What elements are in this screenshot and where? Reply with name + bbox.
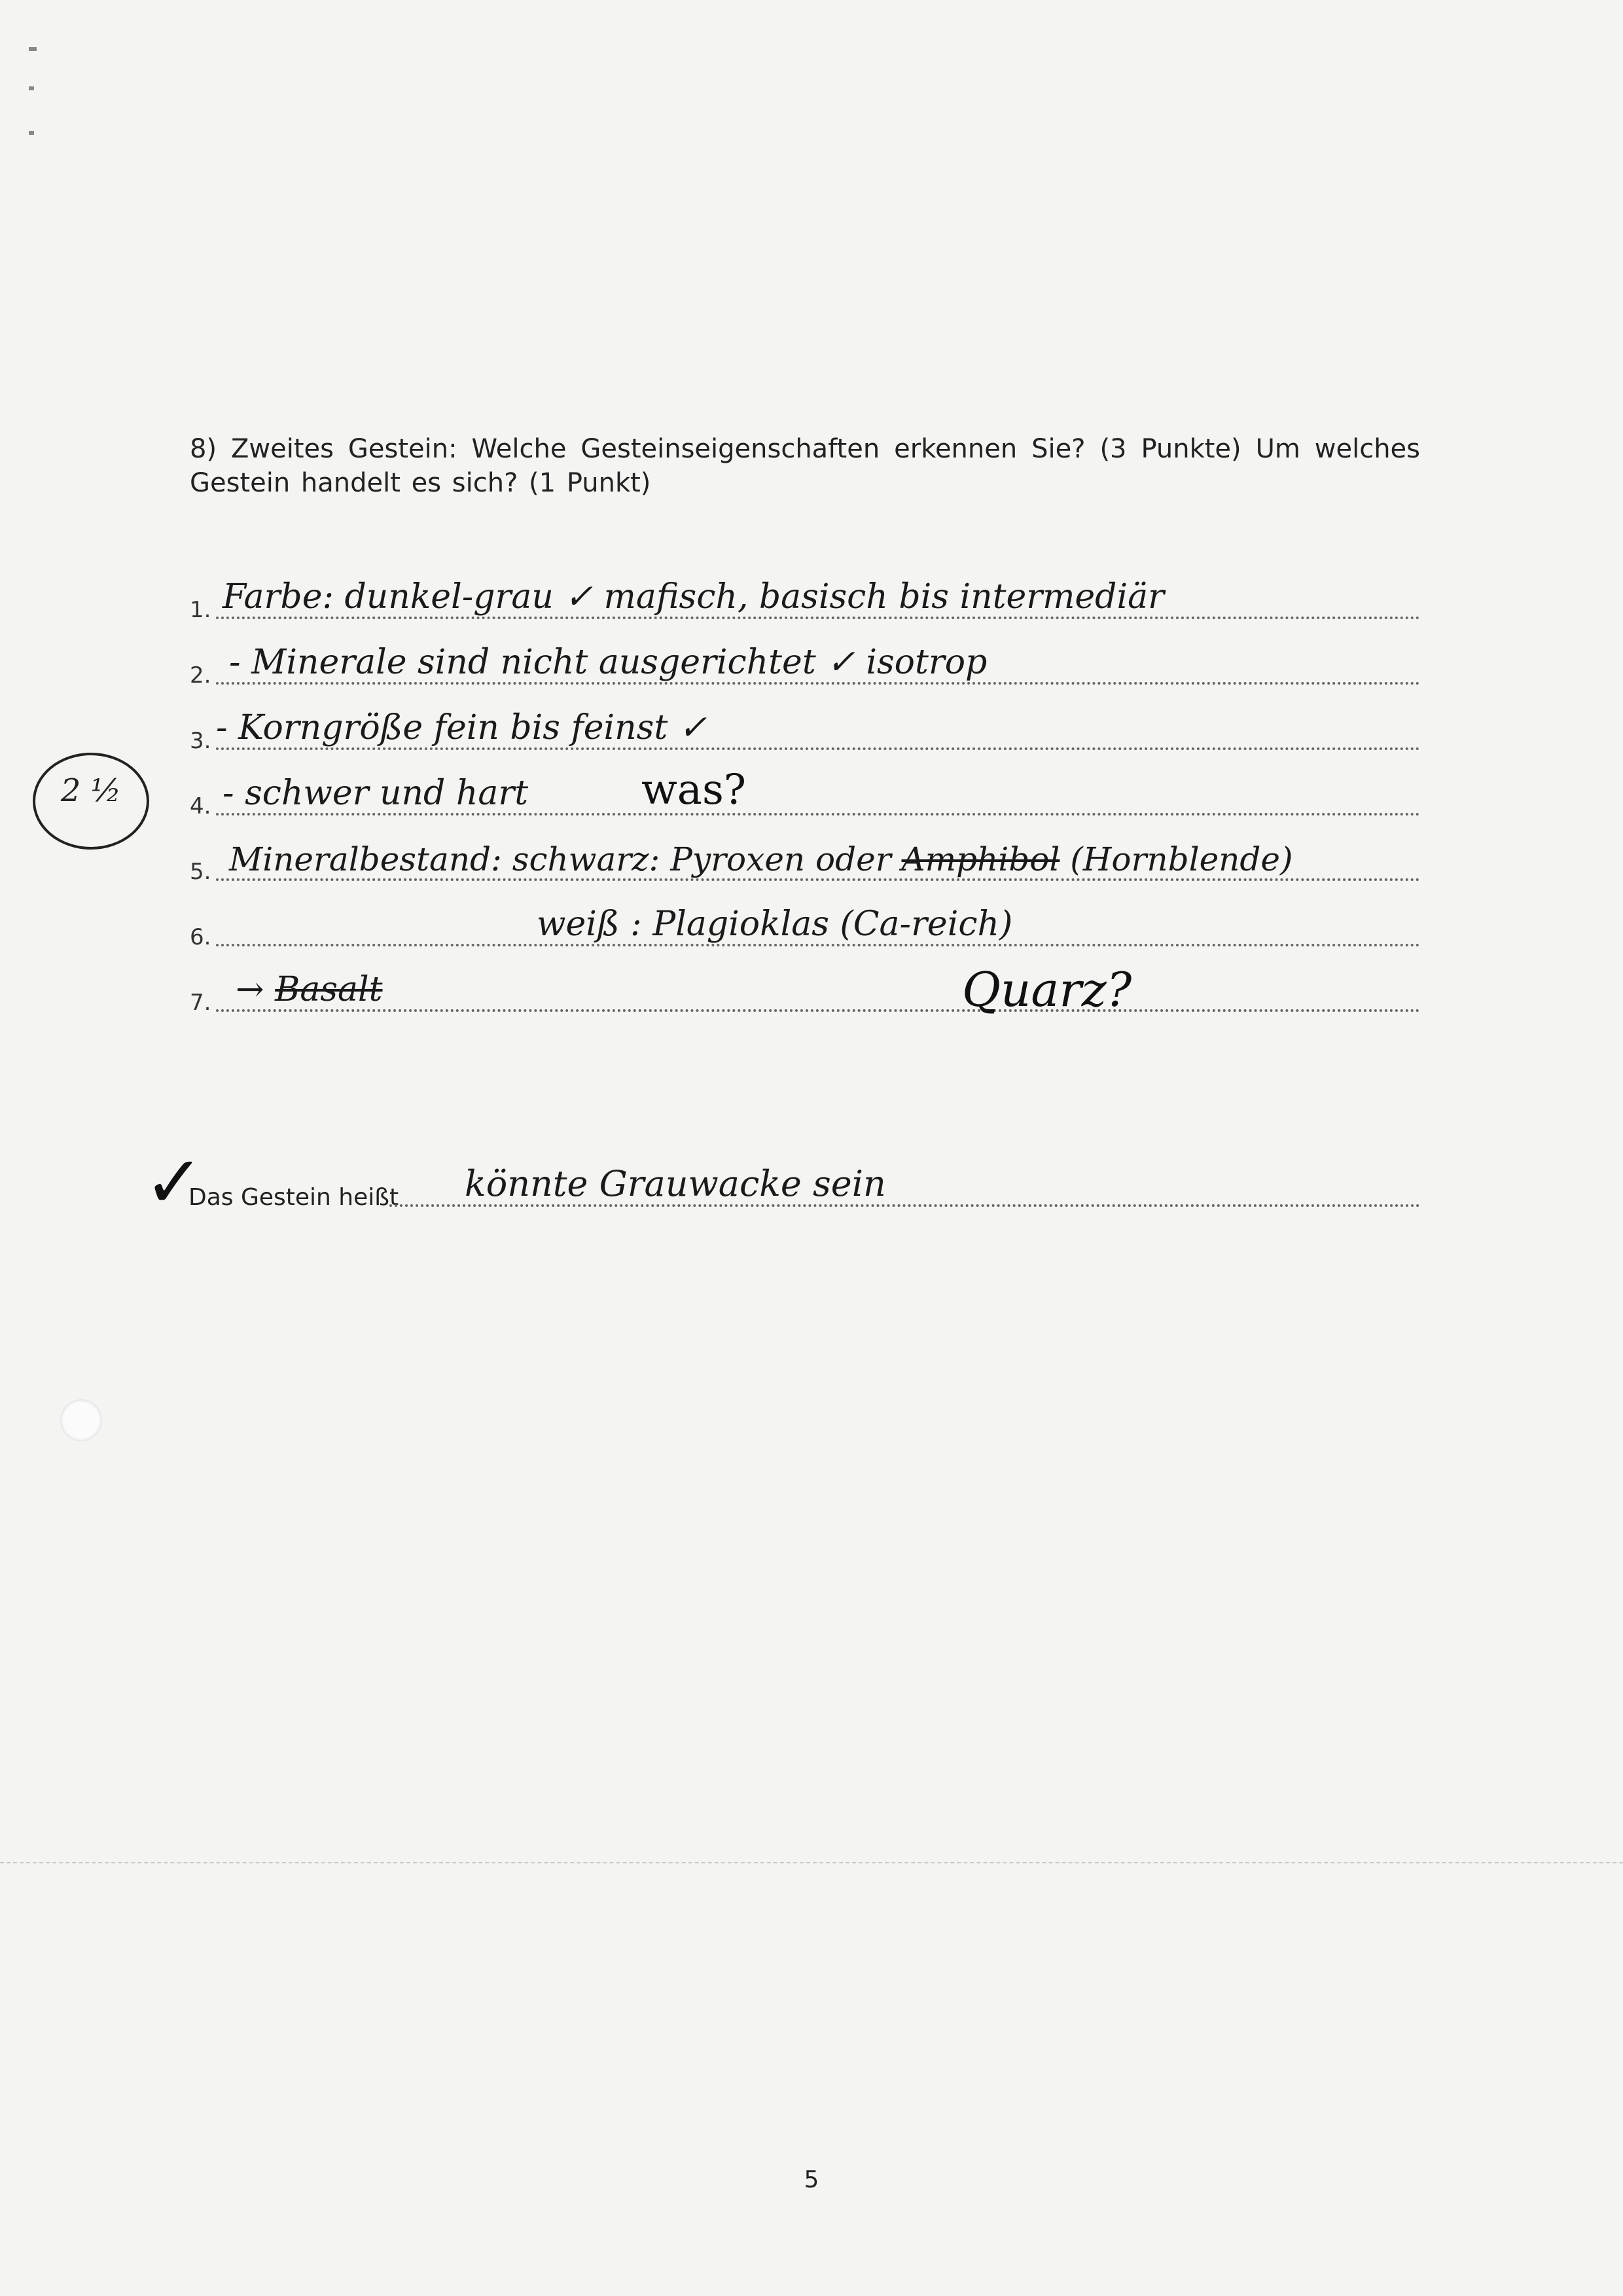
page-number: 5: [804, 2166, 819, 2193]
corrector-note-quarz: Quarz?: [962, 962, 1132, 1017]
answer-line-4: [190, 766, 1420, 825]
handwritten-answer: - Minerale sind nicht ausgerichtet ✓ isotrop: [229, 643, 988, 682]
line-number: 5.: [190, 859, 211, 885]
answer-line-2: [190, 643, 1420, 694]
answer-label: Das Gestein heißt: [188, 1184, 399, 1211]
staple-mark: [29, 131, 34, 135]
punch-hole: [60, 1399, 102, 1441]
line-number: 2.: [190, 662, 211, 689]
line-number: 1.: [190, 597, 211, 623]
handwritten-answer: - Korngröße fein bis feinst ✓: [216, 708, 707, 747]
dotted-line: [216, 944, 1420, 946]
dotted-line: [216, 747, 1420, 750]
struck-word: Basalt: [275, 970, 383, 1009]
line-number: 3.: [190, 728, 211, 754]
line-number: 7.: [190, 990, 211, 1016]
struck-word: Amphibol: [901, 840, 1060, 878]
checkmark-icon: ✓: [144, 1140, 205, 1224]
question-text: 8) Zweites Gestein: Welche Gesteinseigenschaften erkennen Sie? (3 Punkte) Um welches Gestein handelt es sich? (1 Punkt): [190, 434, 1420, 498]
dotted-line: [216, 682, 1420, 685]
fold-line: [0, 1862, 1623, 1863]
dotted-line: [216, 878, 1420, 881]
handwritten-answer: - schwer und hart: [223, 774, 529, 813]
arrow-glyph: →: [236, 970, 264, 1009]
answer-line-1: [190, 577, 1420, 628]
handwritten-rock-name: könnte Grauwacke sein: [465, 1163, 886, 1204]
staple-mark: [29, 47, 37, 51]
final-answer-row: [144, 1140, 1420, 1224]
dotted-line: [216, 813, 1420, 816]
answer-line-7: [190, 962, 1420, 1021]
dotted-line: [389, 1204, 1420, 1207]
line-number: 4.: [190, 793, 211, 819]
line-text-after: (Hornblende): [1070, 840, 1293, 878]
line-text: Mineralbestand: schwarz: Pyroxen oder: [229, 840, 891, 878]
answer-line-6: [190, 905, 1420, 956]
handwritten-answer: weiß : Plagioklas (Ca-reich): [537, 905, 1013, 944]
answer-line-3: [190, 708, 1420, 759]
answer-line-5: [190, 840, 1420, 890]
handwritten-answer: Farbe: dunkel-grau ✓ mafisch, basisch bis intermediär: [223, 577, 1164, 617]
dotted-line: [216, 617, 1420, 619]
score-circle: [33, 753, 149, 850]
corrector-note-was: was?: [641, 766, 747, 814]
dotted-line: [216, 1009, 1420, 1012]
score-value: 2 ½: [60, 772, 122, 809]
line-number: 6.: [190, 924, 211, 950]
handwritten-answer: [229, 840, 1293, 878]
handwritten-answer: [236, 970, 383, 1009]
staple-mark: [29, 86, 34, 90]
